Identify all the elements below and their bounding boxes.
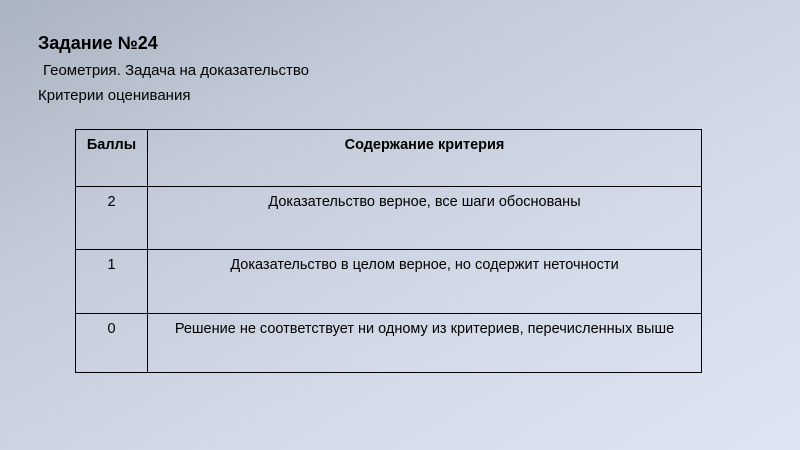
table-row — [76, 314, 702, 373]
header-content: Содержание критерия — [148, 130, 702, 187]
criterion-cell: Решение не соответствует ни одному из критериев, перечисленных выше — [148, 314, 702, 373]
criteria-heading: Критерии оценивания — [38, 87, 191, 104]
task-title: Задание №24 — [38, 33, 158, 53]
task-subtitle: Геометрия. Задача на доказательство — [43, 62, 309, 79]
header-score: Баллы — [76, 130, 148, 187]
score-cell: 2 — [76, 187, 148, 250]
table-row — [76, 187, 702, 250]
criteria-table — [75, 129, 702, 373]
table-header-row — [76, 130, 702, 187]
score-cell: 1 — [76, 250, 148, 314]
score-cell: 0 — [76, 314, 148, 373]
table-row — [76, 250, 702, 314]
criterion-cell: Доказательство в целом верное, но содержит неточности — [148, 250, 702, 314]
criterion-cell: Доказательство верное, все шаги обоснованы — [148, 187, 702, 250]
